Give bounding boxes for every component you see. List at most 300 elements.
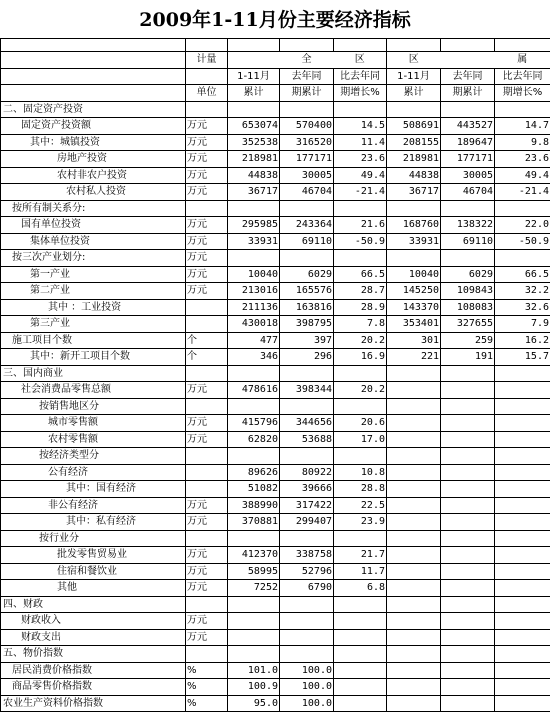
- cell-value: [387, 250, 441, 267]
- cell-value: -21.4: [334, 184, 387, 201]
- cell-value: [387, 580, 441, 597]
- cell-value: [495, 382, 550, 399]
- cell-value: [334, 365, 387, 382]
- cell-value: [495, 662, 550, 679]
- cell-value: [280, 613, 334, 630]
- table-row: [1, 629, 550, 646]
- cell-value: 6029: [280, 266, 334, 283]
- cell-value: [387, 563, 441, 580]
- row-unit: 万元: [186, 233, 228, 250]
- row-label: 按所有制关系分:: [1, 200, 186, 217]
- cell-value: [387, 365, 441, 382]
- row-label: 按行业分: [1, 530, 186, 547]
- cell-value: [441, 415, 495, 432]
- cell-value: 211136: [228, 299, 280, 316]
- unit-header-bottom: 单位: [186, 85, 228, 102]
- cell-value: [228, 398, 280, 415]
- cell-value: [495, 250, 550, 267]
- row-label: 固定资产投资额: [1, 118, 186, 135]
- cell-value: [228, 530, 280, 547]
- row-label: 按经济类型分: [1, 448, 186, 465]
- col-header-growth-pct-a: 期增长%: [334, 85, 387, 102]
- cell-value: 20.2: [334, 332, 387, 349]
- row-unit: [186, 448, 228, 465]
- cell-value: 317422: [280, 497, 334, 514]
- cell-value: [280, 448, 334, 465]
- cell-value: 316520: [280, 134, 334, 151]
- cell-value: [441, 530, 495, 547]
- row-unit: [186, 316, 228, 333]
- row-unit: 万元: [186, 580, 228, 597]
- cell-value: [495, 200, 550, 217]
- cell-value: [387, 629, 441, 646]
- cell-value: 397: [280, 332, 334, 349]
- cell-value: 23.9: [334, 514, 387, 531]
- table-row: [1, 563, 550, 580]
- cell-value: [228, 448, 280, 465]
- cell-value: [441, 431, 495, 448]
- cell-value: [280, 646, 334, 663]
- cell-value: 346: [228, 349, 280, 366]
- cell-value: 28.8: [334, 481, 387, 498]
- cell-value: [441, 464, 495, 481]
- cell-value: [228, 250, 280, 267]
- cell-value: 143370: [387, 299, 441, 316]
- cell-value: [387, 398, 441, 415]
- row-unit: [186, 530, 228, 547]
- table-row: [1, 382, 550, 399]
- cell-value: 508691: [387, 118, 441, 135]
- cell-value: [387, 464, 441, 481]
- row-label: 按三次产业划分:: [1, 250, 186, 267]
- row-label: 集体单位投资: [1, 233, 186, 250]
- cell-value: 259: [441, 332, 495, 349]
- row-label: 其中：新开工项目个数: [1, 349, 186, 366]
- cell-value: 570400: [280, 118, 334, 135]
- row-unit: [186, 464, 228, 481]
- row-unit: 万元: [186, 497, 228, 514]
- cell-value: [387, 497, 441, 514]
- cell-value: 163816: [280, 299, 334, 316]
- group1-header-char2: 区: [334, 52, 387, 69]
- cell-value: 11.7: [334, 563, 387, 580]
- cell-value: [387, 530, 441, 547]
- col-header-period-cum-b: 期累计: [441, 85, 495, 102]
- table-row: [1, 613, 550, 630]
- row-label: 三、国内商业: [1, 365, 186, 382]
- table-row: [1, 118, 550, 135]
- row-unit: %: [186, 695, 228, 712]
- spacer-row: [1, 39, 550, 52]
- cell-value: [495, 431, 550, 448]
- cell-value: 30005: [441, 167, 495, 184]
- row-unit: 万元: [186, 266, 228, 283]
- row-label: 公有经济: [1, 464, 186, 481]
- cell-value: 6790: [280, 580, 334, 597]
- cell-value: 653074: [228, 118, 280, 135]
- cell-value: [228, 646, 280, 663]
- cell-value: 32.2: [495, 283, 550, 300]
- row-label: 房地产投资: [1, 151, 186, 168]
- row-label: 财政支出: [1, 629, 186, 646]
- table-row: [1, 580, 550, 597]
- table-row: [1, 514, 550, 531]
- cell-value: 299407: [280, 514, 334, 531]
- table-row: [1, 448, 550, 465]
- cell-value: 69110: [441, 233, 495, 250]
- cell-value: [495, 514, 550, 531]
- cell-value: 22.5: [334, 497, 387, 514]
- cell-value: 221: [387, 349, 441, 366]
- header-row-3: [1, 85, 550, 102]
- group2-header-char2: 属: [495, 52, 550, 69]
- table-row: [1, 167, 550, 184]
- cell-value: [495, 415, 550, 432]
- cell-value: 52796: [280, 563, 334, 580]
- cell-value: 6.8: [334, 580, 387, 597]
- cell-value: [441, 398, 495, 415]
- row-unit: [186, 365, 228, 382]
- row-label: 财政收入: [1, 613, 186, 630]
- cell-value: 7.9: [495, 316, 550, 333]
- table-row: [1, 662, 550, 679]
- cell-value: [387, 448, 441, 465]
- table-row: [1, 250, 550, 267]
- cell-value: [441, 613, 495, 630]
- row-unit: [186, 596, 228, 613]
- cell-value: 36717: [387, 184, 441, 201]
- row-unit: 万元: [186, 382, 228, 399]
- cell-value: [334, 695, 387, 712]
- cell-value: [495, 679, 550, 696]
- cell-value: [228, 200, 280, 217]
- row-label: 农村私人投资: [1, 184, 186, 201]
- row-unit: 万元: [186, 415, 228, 432]
- cell-value: 44838: [228, 167, 280, 184]
- row-label: 其中：私有经济: [1, 514, 186, 531]
- cell-value: -50.9: [495, 233, 550, 250]
- table-row: [1, 217, 550, 234]
- cell-value: 388990: [228, 497, 280, 514]
- cell-value: 415796: [228, 415, 280, 432]
- cell-value: [334, 200, 387, 217]
- cell-value: 138322: [441, 217, 495, 234]
- cell-value: 16.2: [495, 332, 550, 349]
- cell-value: [228, 596, 280, 613]
- row-unit: 万元: [186, 547, 228, 564]
- cell-value: [441, 101, 495, 118]
- cell-value: [495, 398, 550, 415]
- cell-value: [495, 497, 550, 514]
- cell-value: [387, 415, 441, 432]
- table-row: [1, 481, 550, 498]
- row-unit: 万元: [186, 613, 228, 630]
- row-label: 住宿和餐饮业: [1, 563, 186, 580]
- cell-value: 168760: [387, 217, 441, 234]
- cell-value: 30005: [280, 167, 334, 184]
- row-unit: 万元: [186, 283, 228, 300]
- row-label: 社会消费品零售总额: [1, 382, 186, 399]
- table-row: [1, 332, 550, 349]
- row-unit: 万元: [186, 250, 228, 267]
- cell-value: [441, 695, 495, 712]
- indicator-table: [0, 38, 550, 712]
- cell-value: [387, 662, 441, 679]
- cell-value: 58995: [228, 563, 280, 580]
- cell-value: [334, 646, 387, 663]
- cell-value: 443527: [441, 118, 495, 135]
- cell-value: [334, 101, 387, 118]
- cell-value: [495, 613, 550, 630]
- cell-value: 21.6: [334, 217, 387, 234]
- cell-value: 89626: [228, 464, 280, 481]
- cell-value: 6029: [441, 266, 495, 283]
- cell-value: 36717: [228, 184, 280, 201]
- table-row: [1, 679, 550, 696]
- cell-value: [495, 629, 550, 646]
- cell-value: 7.8: [334, 316, 387, 333]
- cell-value: 28.7: [334, 283, 387, 300]
- cell-value: 66.5: [334, 266, 387, 283]
- row-unit: 个: [186, 332, 228, 349]
- cell-value: 22.0: [495, 217, 550, 234]
- group1-header-char1: 全: [280, 52, 334, 69]
- header-row-2: [1, 68, 550, 85]
- row-label: 批发零售贸易业: [1, 547, 186, 564]
- cell-value: [280, 365, 334, 382]
- cell-value: -21.4: [495, 184, 550, 201]
- cell-value: 9.8: [495, 134, 550, 151]
- group2-header-mid: [441, 52, 495, 69]
- row-label: 其中 ：工业投资: [1, 299, 186, 316]
- cell-value: [334, 530, 387, 547]
- cell-value: 15.7: [495, 349, 550, 366]
- cell-value: [495, 596, 550, 613]
- cell-value: [334, 629, 387, 646]
- cell-value: [228, 101, 280, 118]
- table-row: [1, 530, 550, 547]
- header-row-1: [1, 52, 550, 69]
- cell-value: [228, 613, 280, 630]
- row-label: 按销售地区分: [1, 398, 186, 415]
- cell-value: 23.6: [495, 151, 550, 168]
- col-header-growth-b: 比去年同: [495, 68, 550, 85]
- cell-value: [280, 250, 334, 267]
- cell-value: 14.7: [495, 118, 550, 135]
- cell-value: [441, 547, 495, 564]
- cell-value: [334, 679, 387, 696]
- row-unit: [186, 646, 228, 663]
- cell-value: [441, 596, 495, 613]
- group2-header-char1: 区: [387, 52, 441, 69]
- cell-value: 145250: [387, 283, 441, 300]
- cell-value: 338758: [280, 547, 334, 564]
- table-row: [1, 596, 550, 613]
- cell-value: [228, 365, 280, 382]
- table-row: [1, 646, 550, 663]
- cell-value: 21.7: [334, 547, 387, 564]
- cell-value: 80922: [280, 464, 334, 481]
- cell-value: [334, 596, 387, 613]
- cell-value: 177171: [280, 151, 334, 168]
- table-row: [1, 266, 550, 283]
- cell-value: [495, 547, 550, 564]
- row-unit: 万元: [186, 514, 228, 531]
- cell-value: [387, 596, 441, 613]
- cell-value: 46704: [280, 184, 334, 201]
- row-unit: 个: [186, 349, 228, 366]
- cell-value: 370881: [228, 514, 280, 531]
- cell-value: 218981: [387, 151, 441, 168]
- cell-value: [495, 646, 550, 663]
- row-unit: [186, 200, 228, 217]
- cell-value: [441, 662, 495, 679]
- table-row: [1, 134, 550, 151]
- cell-value: [334, 613, 387, 630]
- row-unit: 万元: [186, 629, 228, 646]
- cell-value: [334, 398, 387, 415]
- cell-value: 344656: [280, 415, 334, 432]
- row-label: 第二产业: [1, 283, 186, 300]
- table-row: [1, 547, 550, 564]
- cell-value: 478616: [228, 382, 280, 399]
- row-label: 其中：国有经济: [1, 481, 186, 498]
- row-unit: 万元: [186, 151, 228, 168]
- cell-value: [441, 497, 495, 514]
- cell-value: 295985: [228, 217, 280, 234]
- cell-value: 33931: [387, 233, 441, 250]
- cell-value: [387, 646, 441, 663]
- row-unit: [186, 481, 228, 498]
- cell-value: [387, 547, 441, 564]
- cell-value: 62820: [228, 431, 280, 448]
- row-unit: [186, 101, 228, 118]
- table-row: [1, 184, 550, 201]
- cell-value: 14.5: [334, 118, 387, 135]
- cell-value: 301: [387, 332, 441, 349]
- cell-value: 7252: [228, 580, 280, 597]
- cell-value: 49.4: [334, 167, 387, 184]
- cell-value: [495, 481, 550, 498]
- table-row: [1, 365, 550, 382]
- cell-value: 353401: [387, 316, 441, 333]
- cell-value: [441, 250, 495, 267]
- cell-value: [280, 101, 334, 118]
- table-row: [1, 200, 550, 217]
- row-label: 城市零售额: [1, 415, 186, 432]
- cell-value: 243364: [280, 217, 334, 234]
- cell-value: 23.6: [334, 151, 387, 168]
- cell-value: 20.6: [334, 415, 387, 432]
- cell-value: 100.0: [280, 662, 334, 679]
- table-row: [1, 101, 550, 118]
- cell-value: [495, 464, 550, 481]
- cell-value: 51082: [228, 481, 280, 498]
- cell-value: 100.0: [280, 695, 334, 712]
- cell-value: 100.9: [228, 679, 280, 696]
- table-row: [1, 233, 550, 250]
- cell-value: 69110: [280, 233, 334, 250]
- row-unit: 万元: [186, 134, 228, 151]
- table-row: [1, 398, 550, 415]
- row-label: 四、财政: [1, 596, 186, 613]
- cell-value: 477: [228, 332, 280, 349]
- cell-value: [334, 250, 387, 267]
- cell-value: 46704: [441, 184, 495, 201]
- row-unit: 万元: [186, 563, 228, 580]
- cell-value: [387, 679, 441, 696]
- row-label: 五、物价指数: [1, 646, 186, 663]
- cell-value: -50.9: [334, 233, 387, 250]
- cell-value: 398344: [280, 382, 334, 399]
- row-unit: %: [186, 662, 228, 679]
- cell-value: 17.0: [334, 431, 387, 448]
- col-header-cum-a: 累计: [228, 85, 280, 102]
- cell-value: 327655: [441, 316, 495, 333]
- col-header-1-11-a: 1-11月: [228, 68, 280, 85]
- cell-value: 189647: [441, 134, 495, 151]
- row-unit: 万元: [186, 431, 228, 448]
- row-label: 第一产业: [1, 266, 186, 283]
- col-header-last-year-a: 去年同: [280, 68, 334, 85]
- cell-value: [441, 200, 495, 217]
- row-label: 农村非农户投资: [1, 167, 186, 184]
- page-title: 2009年1-11月份主要经济指标: [139, 9, 411, 31]
- row-unit: %: [186, 679, 228, 696]
- cell-value: [441, 646, 495, 663]
- cell-value: [441, 481, 495, 498]
- cell-value: [387, 613, 441, 630]
- cell-value: [441, 629, 495, 646]
- row-unit: 万元: [186, 167, 228, 184]
- cell-value: 66.5: [495, 266, 550, 283]
- cell-value: [387, 481, 441, 498]
- cell-value: [495, 365, 550, 382]
- table-row: [1, 283, 550, 300]
- cell-value: 165576: [280, 283, 334, 300]
- row-label: 农业生产资料价格指数: [1, 695, 186, 712]
- col-header-period-cum-a: 期累计: [280, 85, 334, 102]
- cell-value: [495, 580, 550, 597]
- row-label: 施工项目个数: [1, 332, 186, 349]
- cell-value: [441, 580, 495, 597]
- cell-value: [334, 662, 387, 679]
- row-label: 第三产业: [1, 316, 186, 333]
- cell-value: [387, 431, 441, 448]
- table-row: [1, 316, 550, 333]
- cell-value: [495, 448, 550, 465]
- row-unit: 万元: [186, 118, 228, 135]
- table-row: [1, 415, 550, 432]
- cell-value: [441, 514, 495, 531]
- cell-value: 412370: [228, 547, 280, 564]
- cell-value: 108083: [441, 299, 495, 316]
- cell-value: 177171: [441, 151, 495, 168]
- cell-value: [441, 382, 495, 399]
- cell-value: 95.0: [228, 695, 280, 712]
- row-label: 国有单位投资: [1, 217, 186, 234]
- cell-value: [387, 514, 441, 531]
- cell-value: 39666: [280, 481, 334, 498]
- col-header-growth-pct-b: 期增长%: [495, 85, 550, 102]
- table-row: [1, 349, 550, 366]
- cell-value: [280, 629, 334, 646]
- cell-value: 218981: [228, 151, 280, 168]
- row-label: 居民消费价格指数: [1, 662, 186, 679]
- unit-header-top: 计量: [186, 52, 228, 69]
- cell-value: [228, 629, 280, 646]
- col-header-last-year-b: 去年同: [441, 68, 495, 85]
